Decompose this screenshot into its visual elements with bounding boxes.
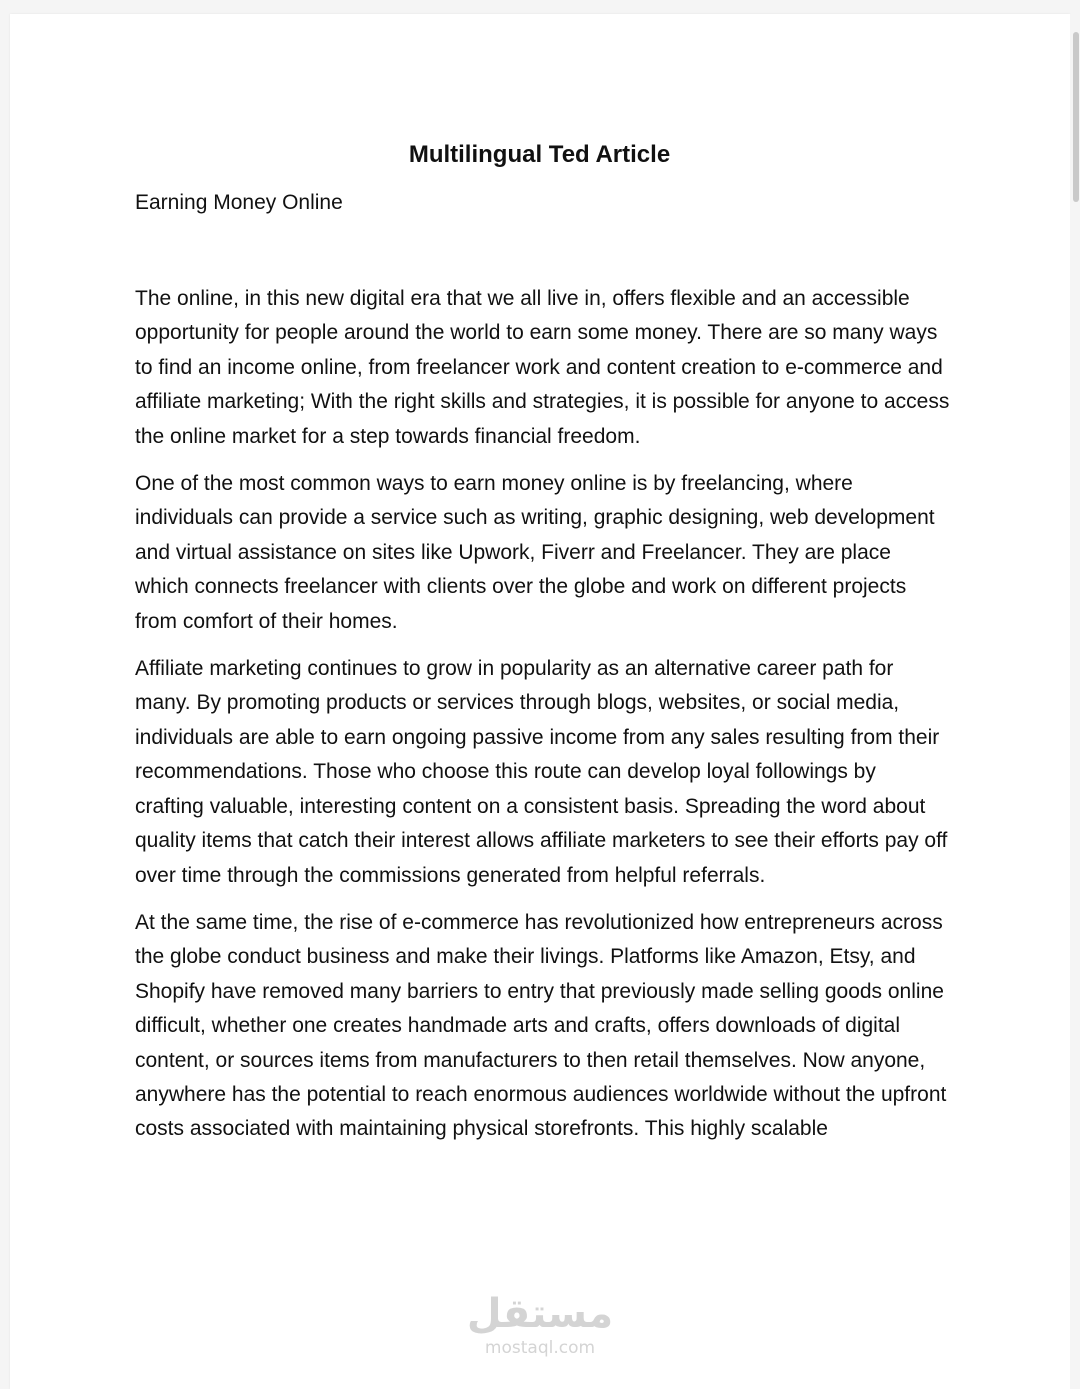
paragraph-freelancing: One of the most common ways to earn money online is by freelancing, where individuals can provide a service such as writing, graphic designing, web development and virtual assistance on sites like Upwork, Fiverr and Freelancer. They are place which connects freelancer with clients over the globe and work on different projects from comfort of their homes. — [135, 472, 935, 633]
document-page — [10, 14, 1070, 1389]
vertical-scrollbar[interactable] — [1070, 14, 1080, 1389]
document-subtitle: Earning Money Online — [135, 191, 343, 214]
watermark-arabic-text: مستقل — [466, 1291, 614, 1337]
paragraph-ecommerce: At the same time, the rise of e-commerce has revolutionized how entrepreneurs across the globe conduct business and make their livings. Platforms like Amazon, Etsy, and Shopify have removed many barriers to entry that previously made selling goods online difficult, whether one creates handmade arts and crafts, offers downloads of digital content, or sources items from manufacturers to then retail themselves. Now anyone, anywhere has the potential to reach enormous audiences worldwide without the upfront costs associated with maintaining physical storefronts. This highly scalable — [135, 910, 947, 1141]
scrollbar-thumb[interactable] — [1073, 32, 1079, 202]
paragraph-affiliate-marketing: Affiliate marketing continues to grow in popularity as an alternative career path for many. By promoting products or services through blogs, websites, or social media, individuals are able to earn ongoing passive income from any sales resulting from their recommendations. Those who choose this route can develop loyal followings by crafting valuable, interesting content on a consistent basis. Spreading the word about quality items that catch their interest allows affiliate marketers to see their efforts pay off over time through the commissions generated from helpful referrals. — [135, 657, 948, 887]
watermark-url-text: mostaql.com — [484, 1338, 596, 1358]
watermark-logo — [0, 1290, 1080, 1358]
paragraph-intro: The online, in this new digital era that we all live in, offers flexible and an accessible opportunity for people around the world to earn some money. There are so many ways to find an income online, from freelancer work and content creation to e-commerce and affiliate marketing; With the right skills and strategies, it is possible for anyone to access the online market for a step towards financial freedom. — [135, 287, 950, 448]
document-content — [135, 138, 950, 1160]
document-title: Multilingual Ted Article — [408, 141, 671, 168]
